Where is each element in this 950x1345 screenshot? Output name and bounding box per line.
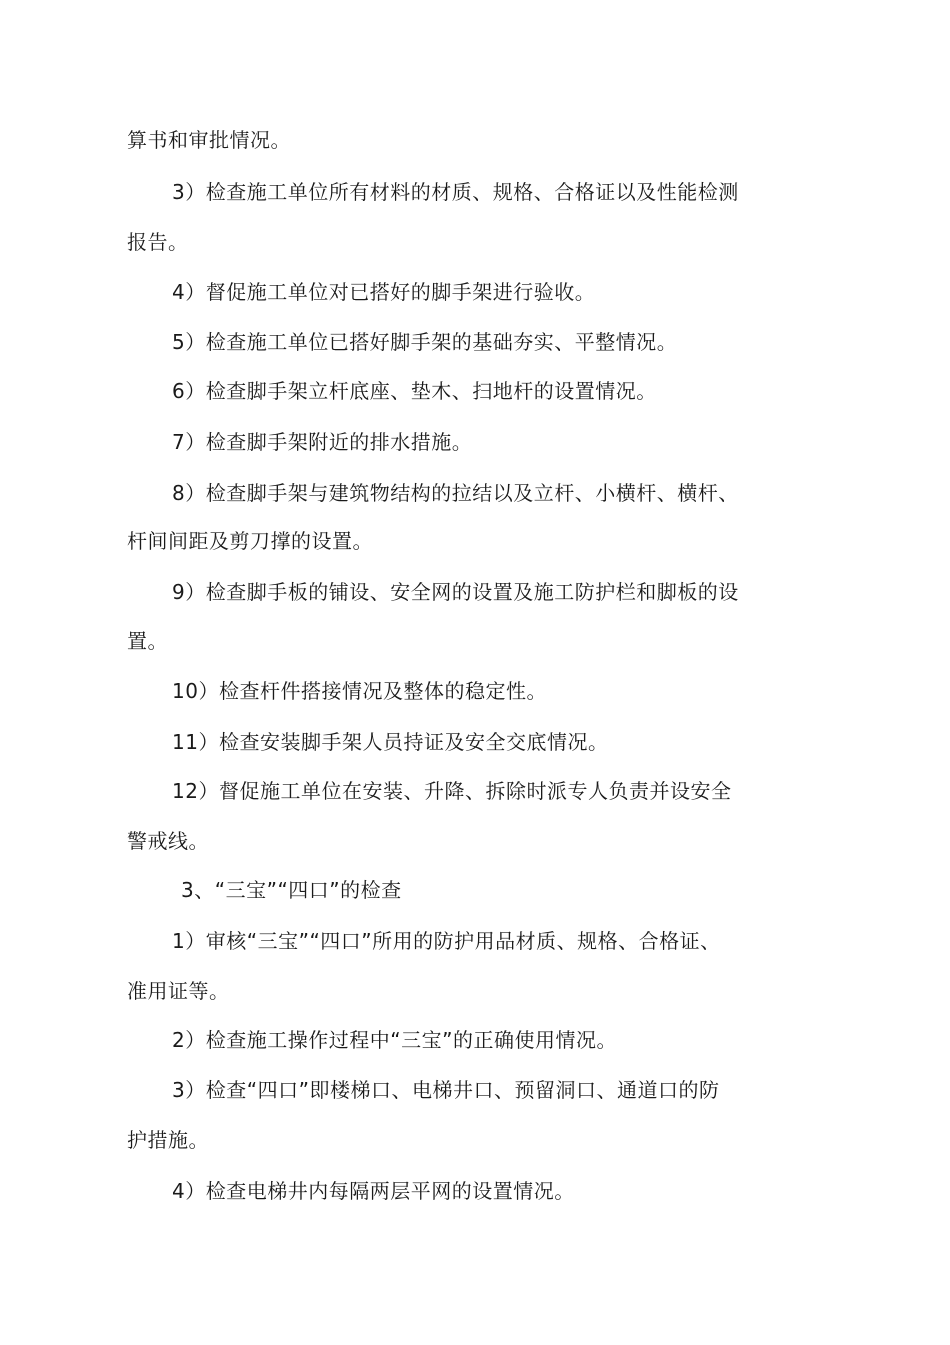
list-item-11: 11）检查安装脚手架人员持证及安全交底情况。 <box>172 730 609 754</box>
text-line-continuation: 杆间间距及剪刀撑的设置。 <box>127 529 373 553</box>
list-item-2: 2）检查施工操作过程中“三宝”的正确使用情况。 <box>172 1028 617 1052</box>
list-item-7: 7）检查脚手架附近的排水措施。 <box>172 430 473 454</box>
text-line-continuation: 护措施。 <box>127 1128 209 1152</box>
list-item-3b: 3）检查“四口”即楼梯口、电梯井口、预留洞口、通道口的防 <box>172 1078 720 1102</box>
list-item-1: 1）审核“三宝”“四口”所用的防护用品材质、规格、合格证、 <box>172 929 721 953</box>
list-item-12: 12）督促施工单位在安装、升降、拆除时派专人负责并设安全 <box>172 779 732 803</box>
list-item-6: 6）检查脚手架立杆底座、垫木、扫地杆的设置情况。 <box>172 379 657 403</box>
text-line-continuation: 报告。 <box>127 230 189 254</box>
list-item-4: 4）督促施工单位对已搭好的脚手架进行验收。 <box>172 280 596 304</box>
text-line-continuation: 警戒线。 <box>127 829 209 853</box>
text-line-continuation: 准用证等。 <box>127 979 230 1003</box>
list-item-9: 9）检查脚手板的铺设、安全网的设置及施工防护栏和脚板的设 <box>172 580 739 604</box>
text-line-continuation: 置。 <box>127 629 168 653</box>
list-item-5: 5）检查施工单位已搭好脚手架的基础夯实、平整情况。 <box>172 330 678 354</box>
section-heading: 3、“三宝”“四口”的检查 <box>181 878 402 902</box>
text-line-continuation: 算书和审批情况。 <box>127 128 291 152</box>
list-item-10: 10）检查杆件搭接情况及整体的稳定性。 <box>172 679 547 703</box>
list-item-4b: 4）检查电梯井内每隔两层平网的设置情况。 <box>172 1179 575 1203</box>
list-item-8: 8）检查脚手架与建筑物结构的拉结以及立杆、小横杆、横杆、 <box>172 481 739 505</box>
list-item-3: 3）检查施工单位所有材料的材质、规格、合格证以及性能检测 <box>172 180 739 204</box>
